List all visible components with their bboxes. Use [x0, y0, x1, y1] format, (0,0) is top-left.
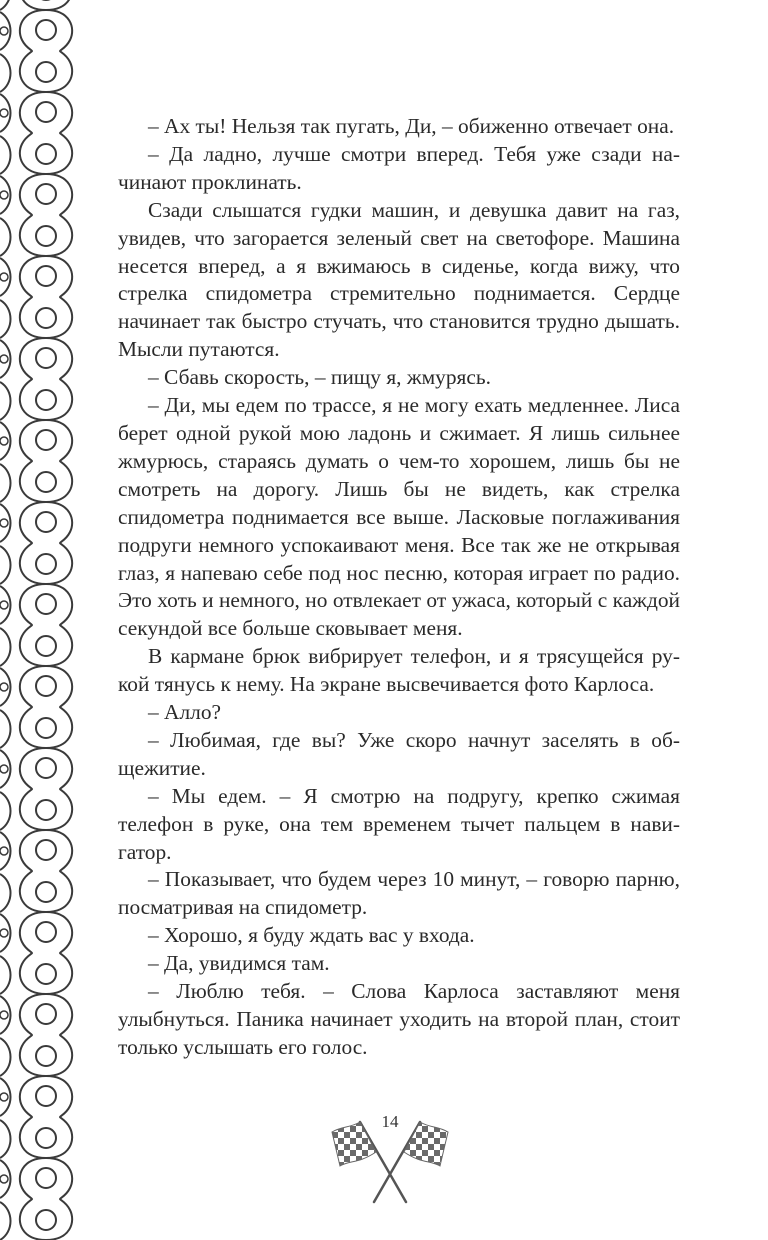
chain-rivet: [36, 1128, 56, 1148]
chain-rivet: [36, 266, 56, 286]
chain-rivet: [36, 472, 56, 492]
chain-rivet: [36, 390, 56, 410]
chain-rivet: [36, 226, 56, 246]
chain-side-plate: [0, 300, 11, 338]
chain-side-plate: [0, 504, 11, 542]
chain-pin: [0, 601, 8, 609]
chain-rivet: [36, 758, 56, 778]
chain-side-plate: [0, 0, 11, 10]
chain-side-plate: [0, 218, 11, 256]
paragraph: – Любимая, где вы? Уже скоро начнут заселять в общежитие.: [118, 727, 680, 780]
folio: [320, 1108, 460, 1208]
chain-rivet: [36, 800, 56, 820]
chain-side-plate: [0, 874, 11, 912]
chain-rivet: [36, 676, 56, 696]
chain-link-plate: [20, 10, 72, 92]
paragraph: – Ди, мы едем по трассе, я не могу ехать медленнее. Лиса берет одной рукой мою ладонь и сжимает. Я лишь сильнее жмурюсь, стараясь думать о чем-то хорошем, лишь бы не смотреть на дорогу. Лишь бы не видеть, как стрелка спидометра поднимается все выше. Ласковые поглаживания подруги немного успокаивают меня. Все так же не открывая глаз, я напеваю себе под нос песню, которая играет по радио. Это хоть и немного, но отвлекает от ужаса, который с каждой секундой все больше сковывает меня.: [118, 393, 680, 641]
chain-link-plate: [20, 256, 72, 338]
chain-side-plate: [0, 546, 11, 584]
chain-side-plate: [0, 1202, 11, 1240]
chain-side-plate: [0, 710, 11, 748]
chain-rivet: [36, 882, 56, 902]
chain-rivet: [36, 1046, 56, 1066]
chain-pin: [0, 1011, 8, 1019]
chain-pin: [0, 109, 8, 117]
chain-link-plate: [20, 0, 72, 10]
chain-side-plate: [0, 340, 11, 378]
chain-side-plate: [0, 832, 11, 870]
chain-side-plate: [0, 586, 11, 624]
paragraph: Сзади слышатся гудки машин, и девушка давит на газ, увидев, что загорается зеленый свет на светофоре. Машина несется вперед, а я вжимаюсь в сиденье, когда вижу, что стрелка спидометра стремительно поднимается. Сердце начинает так быстро стучать, что становится трудно дышать. Мысли путаются.: [118, 197, 680, 362]
paragraph: – Мы едем. – Я смотрю на подругу, крепко сжимая телефон в руке, она тем временем тычет пальцем в навигатор.: [118, 783, 680, 864]
chain-link-plate: [20, 1158, 72, 1240]
chain-rivet: [36, 20, 56, 40]
chain-pin: [0, 1175, 8, 1183]
chain-rivet: [36, 554, 56, 574]
chain-side-plate: [0, 914, 11, 952]
chain-side-plate: [0, 464, 11, 502]
chain-link-plate: [20, 338, 72, 420]
chain-side-plate: [0, 750, 11, 788]
chain-link-plate: [20, 830, 72, 912]
paragraph: – Сбавь скорость, – пищу я, жмурясь.: [148, 365, 491, 390]
chain-side-plate: [0, 258, 11, 296]
chain-side-plate: [0, 12, 11, 50]
body-text: [118, 113, 680, 1062]
chain-rivet: [36, 184, 56, 204]
chain-rivet: [36, 594, 56, 614]
chain-side-plate: [0, 382, 11, 420]
chain-rivet: [36, 922, 56, 942]
chain-side-plate: [0, 422, 11, 460]
chain-rivet: [36, 1210, 56, 1230]
chain-side-plate: [0, 1078, 11, 1116]
chain-side-plate: [0, 1120, 11, 1158]
chain-pin: [0, 683, 8, 691]
chain-side-plate: [0, 792, 11, 830]
paragraph: В кармане брюк вибрирует телефон, и я трясущейся рукой тянусь к нему. На экране высвечивается фото Карлоса.: [118, 644, 680, 697]
paragraph: – Хорошо, я буду ждать вас у входа.: [148, 923, 475, 948]
chain-side-plate: [0, 1160, 11, 1198]
chain-rivet: [36, 512, 56, 532]
chain-link-plate: [20, 174, 72, 256]
chain-link-plate: [20, 748, 72, 830]
chain-rivet: [36, 144, 56, 164]
chain-side-plate: [0, 176, 11, 214]
paragraph: – Да, увидимся там.: [148, 951, 330, 976]
page-number: 14: [381, 1112, 399, 1131]
chain-link-plate: [20, 994, 72, 1076]
chain-rivet: [36, 964, 56, 984]
chain-pin: [0, 273, 8, 281]
chain-pin: [0, 191, 8, 199]
chain-pin: [0, 1093, 8, 1101]
chain-rivet: [36, 308, 56, 328]
chain-side-plate: [0, 628, 11, 666]
chain-pin: [0, 847, 8, 855]
chain-side-plate: [0, 54, 11, 92]
paragraph: – Алло?: [148, 700, 222, 725]
chain-side-plate: [0, 668, 11, 706]
paragraph: – Показывает, что будем через 10 минут, – говорю парню, посматривая на спидометр.: [118, 867, 680, 920]
chain-link-plate: [20, 1076, 72, 1158]
chain-rivet: [36, 718, 56, 738]
chain-rivet: [36, 1168, 56, 1188]
chain-rivet: [36, 62, 56, 82]
chain-pin: [0, 765, 8, 773]
chain-pin: [0, 27, 8, 35]
chain-link-plate: [20, 502, 72, 584]
chain-link-plate: [20, 584, 72, 666]
chain-pin: [0, 929, 8, 937]
chain-side-plate: [0, 996, 11, 1034]
chain-rivet: [36, 1004, 56, 1024]
chain-link-plate: [20, 912, 72, 994]
chain-link-plate: [20, 420, 72, 502]
chain-link-plate: [20, 92, 72, 174]
chain-pin: [0, 519, 8, 527]
chain-side-plate: [0, 956, 11, 994]
paragraph: – Да ладно, лучше смотри вперед. Тебя уже сзади начинают проклинать.: [118, 141, 680, 194]
paragraph: – Ах ты! Нельзя так пугать, Ди, – обиженно отвечает она.: [148, 114, 675, 138]
chain-rivet: [36, 1086, 56, 1106]
chain-rivet: [36, 348, 56, 368]
paragraph: – Люблю тебя. – Слова Карлоса заставляют меня улыбнуться. Паника начинает уходить на второй план, стоит только услышать его голос.: [118, 979, 680, 1059]
chain-border-decoration: [0, 0, 82, 1240]
chain-side-plate: [0, 1038, 11, 1076]
chain-rivet: [36, 840, 56, 860]
chain-rivet: [36, 636, 56, 656]
chain-pin: [0, 355, 8, 363]
chain-rivet: [36, 430, 56, 450]
chain-side-plate: [0, 94, 11, 132]
chain-link-plate: [20, 666, 72, 748]
chain-rivet: [36, 102, 56, 122]
chain-side-plate: [0, 136, 11, 174]
chain-pin: [0, 437, 8, 445]
